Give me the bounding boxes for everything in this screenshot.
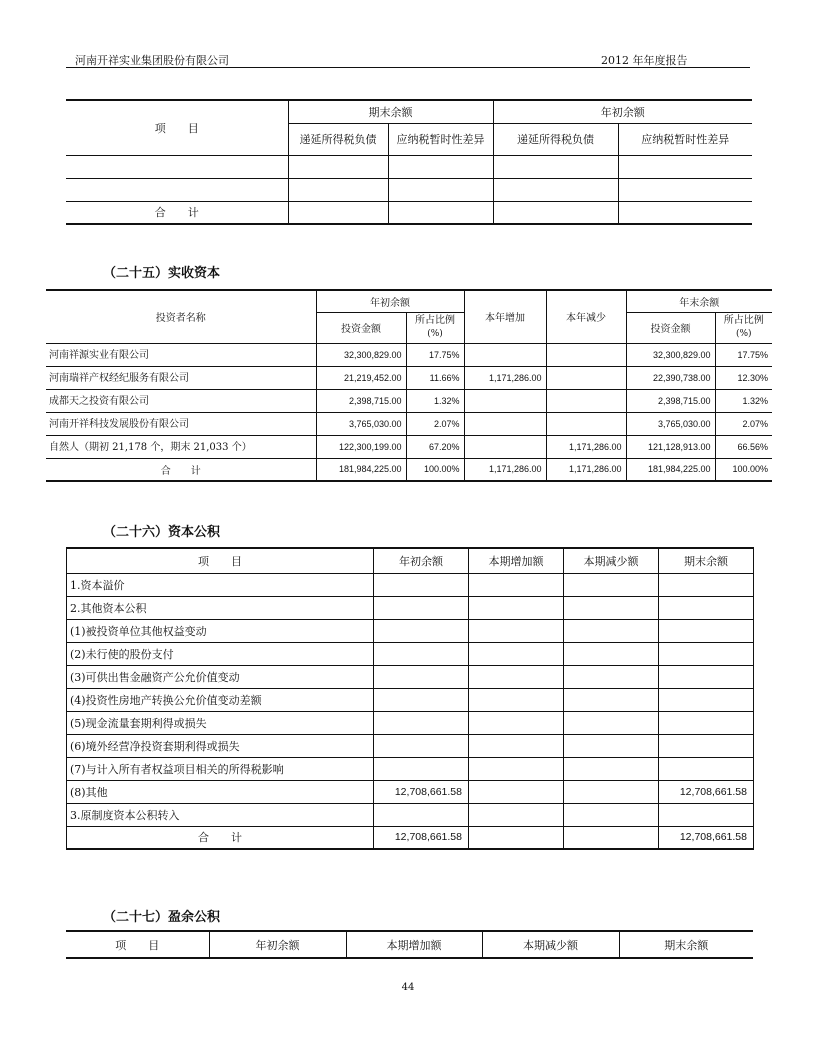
col-end-header: 期末余额 [659, 548, 754, 573]
sub-ratio-header-2 [715, 312, 772, 343]
table-row [67, 780, 754, 803]
decrease-amount [564, 757, 659, 780]
begin-balance [374, 665, 469, 688]
col-begin-header: 年初余额 [209, 931, 346, 958]
deferred-tax-table [66, 99, 752, 225]
decrease-amount: 1,171,286.00 [546, 435, 626, 458]
increase-amount [469, 803, 564, 826]
sub-taxable-difference: 应纳税暂时性差异 [388, 123, 493, 155]
sub-ratio-unit: (%) [427, 329, 443, 339]
begin-amount: 122,300,199.00 [316, 435, 406, 458]
decrease-amount [564, 619, 659, 642]
begin-amount: 32,300,829.00 [316, 343, 406, 366]
col-investor-header: 投资者名称 [46, 290, 316, 343]
begin-balance [374, 619, 469, 642]
col-end-balance-header: 期末余额 [288, 100, 493, 123]
col-increase-header: 本期增加额 [346, 931, 482, 958]
begin-amount: 21,219,452.00 [316, 366, 406, 389]
table-row [67, 688, 754, 711]
col-decrease-header: 本期减少额 [564, 548, 659, 573]
increase-amount [464, 343, 546, 366]
end-amount: 2,398,715.00 [626, 389, 715, 412]
increase-amount [469, 688, 564, 711]
sub-deferred-liability: 递延所得税负债 [288, 123, 388, 155]
begin-balance [374, 734, 469, 757]
table-row [46, 412, 772, 435]
end-ratio: 12.30% [715, 366, 772, 389]
sub-amount-header-2: 投资金额 [626, 312, 715, 343]
col-decrease-header: 本年减少 [546, 290, 626, 343]
end-ratio: 2.07% [715, 412, 772, 435]
col-decrease-header: 本期减少额 [482, 931, 619, 958]
page-number: 44 [401, 982, 415, 993]
section-title-capital-reserve: （二十六）资本公积 [103, 525, 221, 540]
decrease-amount [546, 389, 626, 412]
table-row [67, 665, 754, 688]
capital-reserve-table [66, 547, 754, 850]
end-amount: 3,765,030.00 [626, 412, 715, 435]
begin-ratio: 1.32% [406, 389, 464, 412]
begin-ratio: 67.20% [406, 435, 464, 458]
end-balance [659, 688, 754, 711]
table-row [66, 155, 752, 178]
col-item-header: 项 目 [66, 931, 209, 958]
begin-balance [374, 596, 469, 619]
table-row [67, 619, 754, 642]
begin-amount: 3,765,030.00 [316, 412, 406, 435]
sub-taxable-difference-2: 应纳税暂时性差异 [618, 123, 752, 155]
begin-balance [374, 757, 469, 780]
end-ratio: 66.56% [715, 435, 772, 458]
col-increase-header: 本年增加 [464, 290, 546, 343]
begin-ratio: 2.07% [406, 412, 464, 435]
total-increase: 1,171,286.00 [464, 458, 546, 481]
end-balance [659, 642, 754, 665]
begin-balance: 12,708,661.58 [374, 780, 469, 803]
col-begin-header: 年初余额 [374, 548, 469, 573]
increase-amount [464, 435, 546, 458]
sub-ratio-label-2: 所占比例 [723, 315, 764, 326]
item-label: 2.其他资本公积 [67, 596, 374, 619]
sub-ratio-unit-2: (%) [735, 329, 752, 339]
begin-balance [374, 803, 469, 826]
end-ratio: 17.75% [715, 343, 772, 366]
investor-name: 河南祥源实业有限公司 [46, 343, 316, 366]
surplus-reserve-table [66, 930, 753, 959]
increase-amount [469, 711, 564, 734]
table-row [67, 596, 754, 619]
total-row [46, 458, 772, 481]
begin-balance [374, 688, 469, 711]
decrease-amount [546, 343, 626, 366]
table-row [46, 389, 772, 412]
end-balance [659, 711, 754, 734]
decrease-amount [564, 642, 659, 665]
decrease-amount [564, 780, 659, 803]
col-end-header: 期末余额 [619, 931, 753, 958]
investor-name: 河南瑞祥产权经纪服务有限公司 [46, 366, 316, 389]
section-title-surplus-reserve: （二十七）盈余公积 [103, 910, 221, 925]
total-begin: 12,708,661.58 [374, 826, 469, 849]
total-label: 合 计 [66, 201, 288, 224]
total-row [67, 826, 754, 849]
end-balance [659, 596, 754, 619]
total-decrease [564, 826, 659, 849]
table-row [67, 711, 754, 734]
end-balance [659, 573, 754, 596]
item-label: (2)未行使的股份支付 [67, 642, 374, 665]
end-amount: 121,128,913.00 [626, 435, 715, 458]
decrease-amount [564, 711, 659, 734]
total-increase [469, 826, 564, 849]
item-label: 1.资本溢价 [67, 573, 374, 596]
total-label: 合 计 [67, 826, 374, 849]
investor-name: 自然人（期初 21,178 个，期末 21,033 个） [46, 435, 316, 458]
table-row [46, 435, 772, 458]
increase-amount [469, 642, 564, 665]
total-begin-ratio: 100.00% [406, 458, 464, 481]
col-begin-balance-header: 年初余额 [493, 100, 752, 123]
table-row [46, 343, 772, 366]
col-item-header: 项 目 [67, 548, 374, 573]
total-begin-amount: 181,984,225.00 [316, 458, 406, 481]
decrease-amount [564, 665, 659, 688]
total-row [66, 201, 752, 224]
section-title-paid-in-capital: （二十五）实收资本 [103, 266, 221, 281]
sub-ratio-label: 所占比例 [415, 315, 455, 326]
sub-deferred-liability-2: 递延所得税负债 [493, 123, 618, 155]
sub-ratio-header [406, 312, 464, 343]
decrease-amount [564, 573, 659, 596]
increase-amount [469, 619, 564, 642]
col-end-header: 年末余额 [626, 290, 772, 312]
decrease-amount [546, 366, 626, 389]
col-item-header: 项 目 [66, 100, 288, 155]
table-row [67, 734, 754, 757]
company-name: 河南开祥实业集团股份有限公司 [75, 54, 229, 67]
table-row [67, 757, 754, 780]
begin-balance [374, 642, 469, 665]
increase-amount [469, 665, 564, 688]
end-balance [659, 734, 754, 757]
end-balance: 12,708,661.58 [659, 780, 754, 803]
end-ratio: 1.32% [715, 389, 772, 412]
item-label: (5)现金流量套期利得或损失 [67, 711, 374, 734]
paid-in-capital-table [46, 289, 772, 482]
increase-amount: 1,171,286.00 [464, 366, 546, 389]
begin-ratio: 11.66% [406, 366, 464, 389]
increase-amount [464, 389, 546, 412]
investor-name: 河南开祥科技发展股份有限公司 [46, 412, 316, 435]
end-balance [659, 665, 754, 688]
increase-amount [469, 734, 564, 757]
end-balance [659, 757, 754, 780]
item-label: (6)境外经营净投资套期利得或损失 [67, 734, 374, 757]
item-label: (1)被投资单位其他权益变动 [67, 619, 374, 642]
item-label: (4)投资性房地产转换公允价值变动差额 [67, 688, 374, 711]
begin-balance [374, 711, 469, 734]
investor-name: 成都天之投资有限公司 [46, 389, 316, 412]
total-decrease: 1,171,286.00 [546, 458, 626, 481]
col-increase-header: 本期增加额 [469, 548, 564, 573]
decrease-amount [564, 688, 659, 711]
sub-amount-header: 投资金额 [316, 312, 406, 343]
item-label: (7)与计入所有者权益项目相关的所得税影响 [67, 757, 374, 780]
end-balance [659, 619, 754, 642]
increase-amount [464, 412, 546, 435]
begin-ratio: 17.75% [406, 343, 464, 366]
decrease-amount [564, 803, 659, 826]
report-title: 2012 年年度报告 [601, 54, 688, 67]
begin-balance [374, 573, 469, 596]
total-end-ratio: 100.00% [715, 458, 772, 481]
increase-amount [469, 757, 564, 780]
header-divider [66, 67, 750, 68]
item-label: (8)其他 [67, 780, 374, 803]
table-row [67, 573, 754, 596]
table-row [67, 642, 754, 665]
total-end: 12,708,661.58 [659, 826, 754, 849]
item-label: 3.原制度资本公积转入 [67, 803, 374, 826]
item-label: (3)可供出售金融资产公允价值变动 [67, 665, 374, 688]
end-amount: 32,300,829.00 [626, 343, 715, 366]
total-end-amount: 181,984,225.00 [626, 458, 715, 481]
end-amount: 22,390,738.00 [626, 366, 715, 389]
decrease-amount [564, 596, 659, 619]
total-label: 合 计 [46, 458, 316, 481]
decrease-amount [564, 734, 659, 757]
table-row [67, 803, 754, 826]
table-row [66, 178, 752, 201]
decrease-amount [546, 412, 626, 435]
increase-amount [469, 573, 564, 596]
col-begin-header: 年初余额 [316, 290, 464, 312]
table-row [46, 366, 772, 389]
increase-amount [469, 596, 564, 619]
end-balance [659, 803, 754, 826]
increase-amount [469, 780, 564, 803]
begin-amount: 2,398,715.00 [316, 389, 406, 412]
